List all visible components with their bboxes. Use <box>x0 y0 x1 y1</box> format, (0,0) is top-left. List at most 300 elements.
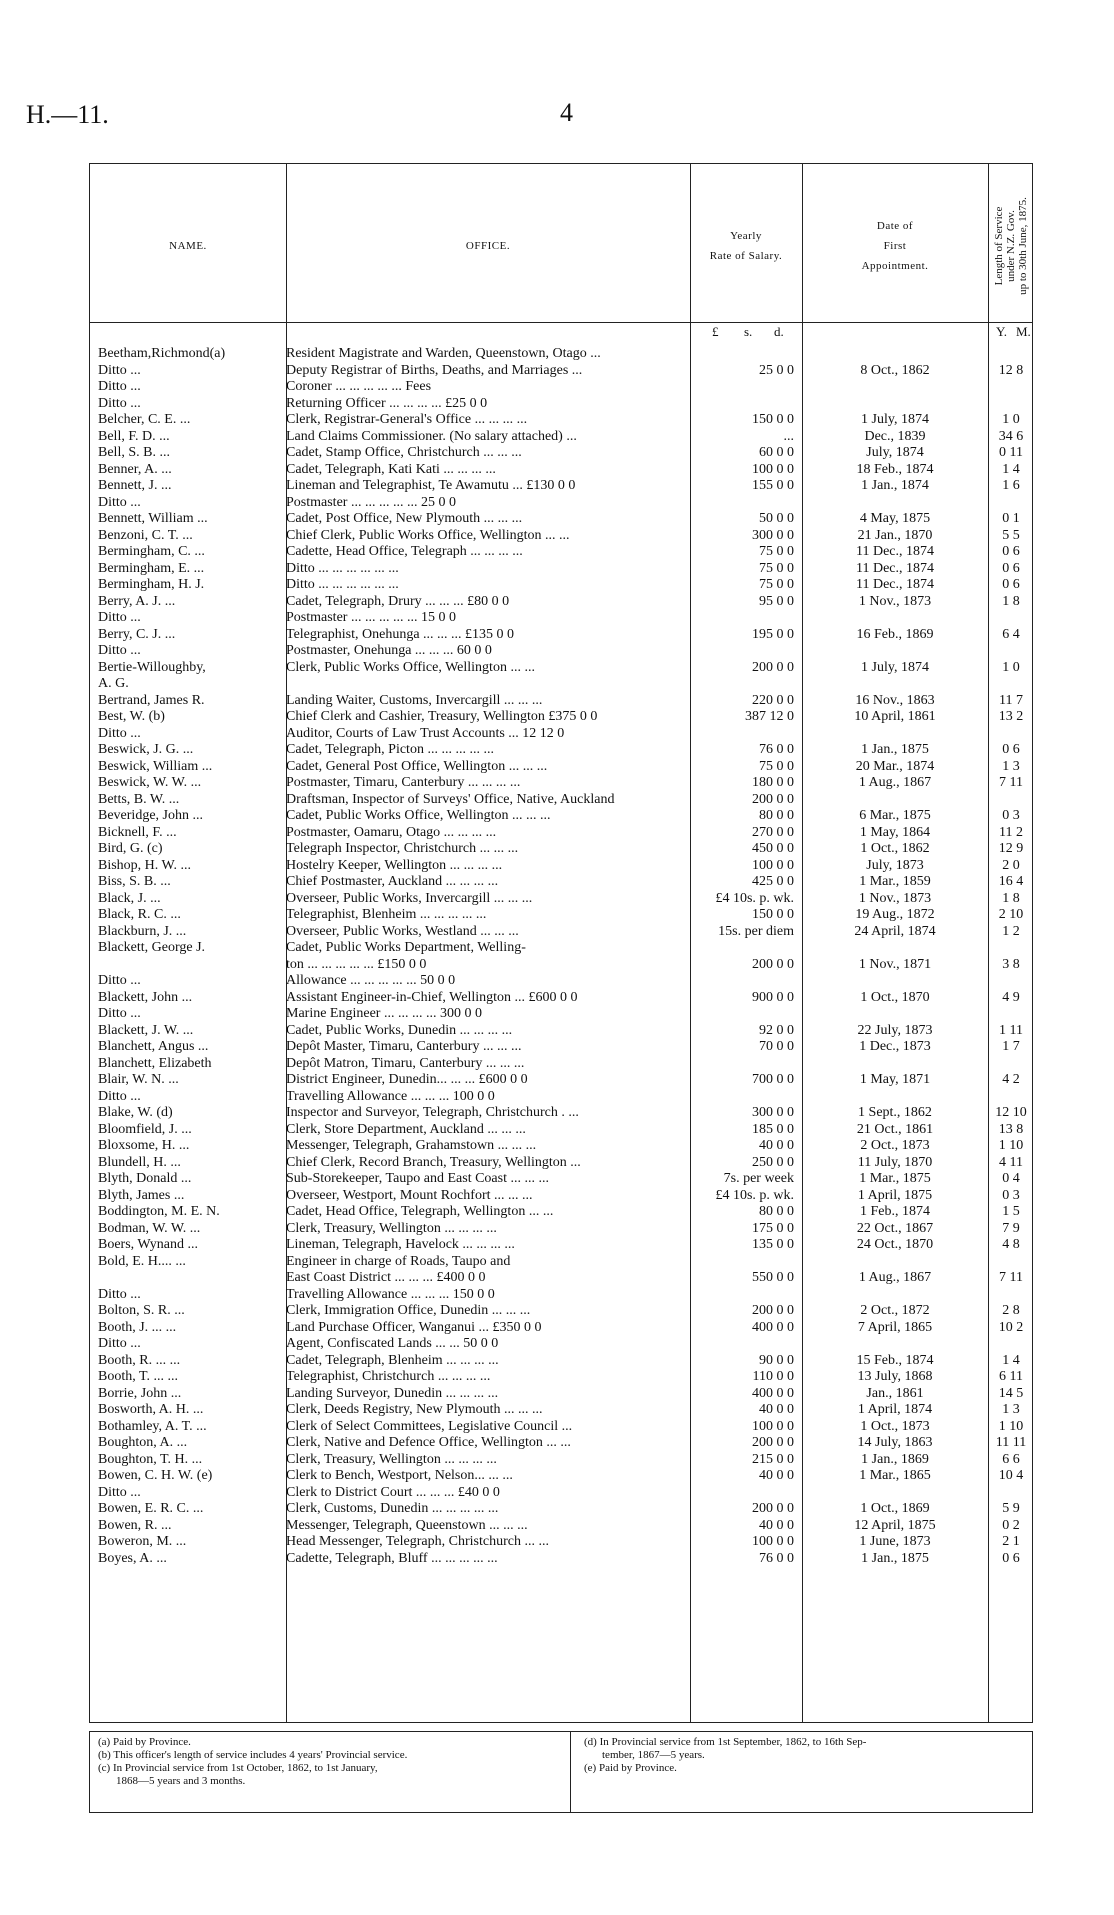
table-row <box>90 1551 1034 1568</box>
table-row <box>90 1369 1034 1386</box>
row-date: 14 July, 1863 <box>857 1435 933 1450</box>
table-row <box>90 1336 1034 1353</box>
table-row <box>90 1402 1034 1419</box>
table-row <box>90 379 1034 396</box>
table-row <box>90 1221 1034 1238</box>
row-length: 10 2 <box>998 1319 1024 1335</box>
row-office: Cadet, Telegraph, Blenheim ... ... ... ... <box>286 1352 499 1368</box>
staff-table <box>89 163 1033 1723</box>
row-office: Depôt Master, Timaru, Canterbury ... ... ... <box>286 1039 522 1054</box>
row-salary: 15s. per diem <box>718 923 794 939</box>
row-length: 7 11 <box>999 1270 1023 1285</box>
row-name: Ditto ... <box>98 494 141 510</box>
row-office: Travelling Allowance ... ... ... 100 0 0 <box>286 1088 495 1104</box>
row-name: A. G. <box>98 676 129 691</box>
table-row <box>90 924 1034 941</box>
row-date: 1 Feb., 1874 <box>860 1204 930 1219</box>
row-date: 10 April, 1861 <box>854 709 936 724</box>
row-length: 1 11 <box>999 1022 1023 1038</box>
row-salary: £4 10s. p. wk. <box>715 890 794 906</box>
table-row <box>90 1320 1034 1337</box>
row-salary: 175 0 0 <box>752 1220 794 1236</box>
table-row <box>90 1468 1034 1485</box>
row-office: Coroner ... ... ... ... ... Fees <box>286 379 432 394</box>
row-date: 18 Feb., 1874 <box>856 461 934 477</box>
table-row <box>90 1204 1034 1221</box>
row-length: 5 9 <box>1002 1501 1020 1516</box>
row-name: Bertrand, James R. <box>98 692 205 708</box>
row-name: Booth, R. ... ... <box>98 1352 181 1368</box>
table-row <box>90 363 1034 380</box>
table-row <box>90 445 1034 462</box>
row-date: Dec., 1839 <box>864 428 926 444</box>
row-name: Boers, Wynand ... <box>98 1237 198 1252</box>
unit-months: M. <box>1016 324 1031 339</box>
row-name: Bertie-Willoughby, <box>98 659 206 675</box>
row-office: Depôt Matron, Timaru, Canterbury ... ... ... <box>286 1055 525 1071</box>
row-date: 1 June, 1873 <box>859 1534 931 1549</box>
row-name: Blanchett, Elizabeth <box>98 1055 212 1071</box>
row-length: 1 8 <box>1002 593 1020 609</box>
row-length: 6 6 <box>1002 1451 1020 1467</box>
row-length: 34 6 <box>998 428 1024 444</box>
row-length: 10 4 <box>998 1468 1024 1483</box>
unit-pence: d. <box>774 324 784 339</box>
row-length: 0 6 <box>1002 577 1020 592</box>
row-office: Lineman, Telegraph, Havelock ... ... ... ... <box>286 1237 515 1252</box>
row-length: 2 8 <box>1002 1303 1020 1318</box>
row-length: 0 6 <box>1002 742 1020 757</box>
row-name: Bowen, C. H. W. (e) <box>98 1468 213 1483</box>
footnote-line: (a) Paid by Province. <box>98 1736 191 1748</box>
row-length: 2 1 <box>1002 1534 1020 1549</box>
row-date: 1 Mar., 1875 <box>859 1171 931 1186</box>
row-length: 0 4 <box>1002 1171 1020 1186</box>
footnote-line: (b) This officer's length of service includes 4 years' Provincial service. <box>98 1749 408 1761</box>
row-date: 4 May, 1875 <box>859 511 931 526</box>
row-name: Biss, S. B. ... <box>98 874 171 889</box>
row-office: Messenger, Telegraph, Queenstown ... ... ... <box>286 1517 528 1533</box>
row-name: Ditto ... <box>98 643 141 658</box>
table-row <box>90 1270 1034 1287</box>
row-name: Bell, S. B. ... <box>98 445 170 460</box>
row-office: Cadet, Telegraph, Kati Kati ... ... ... ... <box>286 461 496 477</box>
row-date: 1 Nov., 1873 <box>858 890 932 906</box>
row-length: 0 6 <box>1002 560 1020 576</box>
row-office: Assistant Engineer-in-Chief, Wellington ... £600 0 0 <box>286 989 578 1005</box>
row-office: Telegraph Inspector, Christchurch ... ... ... <box>286 841 519 856</box>
table-row <box>90 643 1034 660</box>
table-row <box>90 462 1034 479</box>
row-office: Head Messenger, Telegraph, Christchurch ... ... <box>286 1534 549 1549</box>
table-row <box>90 1303 1034 1320</box>
row-office: Overseer, Public Works, Invercargill ... ... ... <box>286 890 533 906</box>
table-row <box>90 1435 1034 1452</box>
row-name: Ditto ... <box>98 1484 141 1500</box>
row-length: 1 0 <box>1002 659 1020 675</box>
row-salary: 25 0 0 <box>759 362 794 378</box>
row-name: Ditto ... <box>98 379 141 394</box>
row-office: District Engineer, Dunedin... ... ... £600 0 0 <box>286 1072 528 1087</box>
row-date: 11 July, 1870 <box>857 1154 933 1170</box>
row-date: 1 July, 1874 <box>861 659 929 675</box>
row-salary: 40 0 0 <box>759 1468 794 1483</box>
row-office: Auditor, Courts of Law Trust Accounts ... 12 12 0 <box>286 725 565 741</box>
row-date: 1 Oct., 1869 <box>860 1501 930 1516</box>
table-row <box>90 511 1034 528</box>
row-salary: 200 0 0 <box>752 659 794 675</box>
row-salary: 200 0 0 <box>752 956 794 972</box>
row-date: 8 Oct., 1862 <box>860 362 930 378</box>
table-row <box>90 940 1034 957</box>
unit-shillings: s. <box>744 324 753 339</box>
row-office: Telegraphist, Blenheim ... ... ... ... ... <box>286 907 487 922</box>
row-name: Ditto ... <box>98 725 141 741</box>
row-office: Sub-Storekeeper, Taupo and East Coast ... ... ... <box>286 1171 549 1186</box>
row-name: Blundell, H. ... <box>98 1154 181 1170</box>
table-row <box>90 1105 1034 1122</box>
row-salary: 155 0 0 <box>752 478 794 493</box>
row-length: 2 10 <box>998 907 1024 922</box>
row-salary: 200 0 0 <box>752 1303 794 1318</box>
row-date: 21 Jan., 1870 <box>857 527 933 543</box>
row-salary: 300 0 0 <box>752 1105 794 1120</box>
row-length: 2 0 <box>1002 857 1020 873</box>
row-salary: 270 0 0 <box>752 824 794 840</box>
row-office: Clerk, Public Works Office, Wellington ... ... <box>286 659 535 675</box>
table-row <box>90 346 1034 363</box>
row-name: Bowen, R. ... <box>98 1517 172 1533</box>
table-row <box>90 1452 1034 1469</box>
row-name: Boweron, M. ... <box>98 1534 187 1549</box>
row-office: Clerk, Deeds Registry, New Plymouth ... ... ... <box>286 1402 543 1417</box>
row-salary: 200 0 0 <box>752 1435 794 1450</box>
row-office: Clerk, Native and Defence Office, Wellington ... ... <box>286 1435 571 1450</box>
table-row <box>90 726 1034 743</box>
table-row <box>90 1485 1034 1502</box>
row-name: Boughton, T. H. ... <box>98 1451 203 1467</box>
row-salary: 75 0 0 <box>759 544 794 559</box>
table-body <box>90 346 1034 1567</box>
row-name: Best, W. (b) <box>98 709 165 724</box>
row-salary: 220 0 0 <box>752 692 794 708</box>
table-row <box>90 495 1034 512</box>
row-length: 1 6 <box>1002 478 1020 493</box>
row-office: Land Purchase Officer, Wanganui ... £350 0 0 <box>286 1319 542 1335</box>
row-length: 5 5 <box>1002 527 1020 543</box>
row-date: 1 Nov., 1871 <box>858 956 932 972</box>
table-row <box>90 907 1034 924</box>
row-salary: 110 0 0 <box>752 1369 794 1384</box>
row-date: 6 Mar., 1875 <box>859 808 931 823</box>
row-name: Berry, C. J. ... <box>98 626 176 642</box>
table-row <box>90 1501 1034 1518</box>
row-salary: 450 0 0 <box>752 841 794 856</box>
table-row <box>90 412 1034 429</box>
row-length: 14 5 <box>998 1385 1024 1401</box>
table-row <box>90 1534 1034 1551</box>
table-row <box>90 676 1034 693</box>
row-length: 13 8 <box>998 1121 1024 1137</box>
row-name: Black, J. ... <box>98 890 161 906</box>
footnote-line: tember, 1867—5 years. <box>602 1749 705 1761</box>
row-salary: 40 0 0 <box>759 1138 794 1153</box>
footnote-line: (e) Paid by Province. <box>584 1762 677 1774</box>
row-office: Ditto ... ... ... ... ... ... <box>286 560 399 576</box>
row-salary: 150 0 0 <box>752 907 794 922</box>
table-row <box>90 742 1034 759</box>
row-salary: 200 0 0 <box>752 791 794 807</box>
row-name: Beswick, William ... <box>98 758 213 774</box>
table-row <box>90 1039 1034 1056</box>
row-date: 1 Mar., 1865 <box>859 1468 931 1483</box>
row-date: 1 Jan., 1869 <box>861 1451 929 1467</box>
row-date: 24 Oct., 1870 <box>856 1237 934 1252</box>
row-office: Returning Officer ... ... ... ... £25 0 0 <box>286 395 488 411</box>
row-name: Bloxsome, H. ... <box>98 1138 190 1153</box>
row-office: Overseer, Public Works, Westland ... ... ... <box>286 923 519 939</box>
row-name: Bowen, E. R. C. ... <box>98 1501 204 1516</box>
row-office: Postmaster ... ... ... ... ... 15 0 0 <box>286 610 456 625</box>
row-name: Ditto ... <box>98 362 141 378</box>
row-name: Bird, G. (c) <box>98 841 163 856</box>
row-name: Bennett, William ... <box>98 511 208 526</box>
row-name: Blyth, Donald ... <box>98 1171 192 1186</box>
row-salary: 250 0 0 <box>752 1154 794 1170</box>
table-row <box>90 1023 1034 1040</box>
row-salary: 76 0 0 <box>759 1550 794 1566</box>
row-office: Clerk, Treasury, Wellington ... ... ... ... <box>286 1220 497 1236</box>
row-name: Ditto ... <box>98 1336 141 1351</box>
row-date: 21 Oct., 1861 <box>856 1121 934 1137</box>
row-date: 1 April, 1874 <box>857 1402 933 1417</box>
row-length: 4 2 <box>1002 1072 1020 1087</box>
row-salary: 76 0 0 <box>759 742 794 757</box>
row-date: 19 Aug., 1872 <box>855 907 935 922</box>
row-salary: 400 0 0 <box>752 1319 794 1335</box>
row-name: Boyes, A. ... <box>98 1550 167 1566</box>
row-salary: 135 0 0 <box>752 1237 794 1252</box>
row-length: 0 3 <box>1002 808 1020 823</box>
row-length: 0 1 <box>1002 511 1020 526</box>
table-row <box>90 1122 1034 1139</box>
row-length: 12 10 <box>995 1105 1027 1120</box>
row-date: Jan., 1861 <box>866 1385 924 1401</box>
row-length: 11 11 <box>995 1435 1027 1450</box>
row-name: Ditto ... <box>98 1088 141 1104</box>
row-length: 6 4 <box>1002 626 1020 642</box>
row-salary: 100 0 0 <box>752 1534 794 1549</box>
row-office: Hostelry Keeper, Wellington ... ... ... ... <box>286 857 503 873</box>
footnotes <box>89 1731 1033 1813</box>
row-salary: 185 0 0 <box>752 1121 794 1137</box>
row-date: 15 Feb., 1874 <box>856 1352 934 1368</box>
footnote-line: 1868—5 years and 3 months. <box>116 1775 246 1787</box>
row-length: 0 6 <box>1002 1550 1020 1566</box>
row-office: Landing Waiter, Customs, Invercargill ... ... ... <box>286 692 543 708</box>
table-row <box>90 792 1034 809</box>
header-length: Length of Service under N.Z. Gov. up to 30th June, 1875. <box>993 197 1029 295</box>
footnote-line: (c) In Provincial service from 1st October, 1862, to 1st January, <box>98 1762 378 1774</box>
row-name: Boddington, M. E. N. <box>98 1204 220 1219</box>
row-name: Blackett, J. W. ... <box>98 1022 194 1038</box>
row-office: Postmaster ... ... ... ... ... 25 0 0 <box>286 494 456 510</box>
row-office: Clerk, Immigration Office, Dunedin ... ... ... <box>286 1303 531 1318</box>
row-office: Postmaster, Oamaru, Otago ... ... ... ... <box>286 824 497 840</box>
row-office: Travelling Allowance ... ... ... 150 0 0 <box>286 1286 495 1302</box>
row-salary: £4 10s. p. wk. <box>715 1187 794 1203</box>
row-date: 11 Dec., 1874 <box>855 577 935 592</box>
table-row <box>90 1056 1034 1073</box>
row-length: 13 2 <box>998 709 1024 724</box>
row-salary: 387 12 0 <box>745 709 794 724</box>
row-office: Cadet, Telegraph, Picton ... ... ... ... ... <box>286 742 494 757</box>
row-date: 1 July, 1874 <box>861 412 929 427</box>
row-length: 11 7 <box>999 692 1023 708</box>
row-salary: 50 0 0 <box>759 511 794 526</box>
row-office: Cadet, Stamp Office, Christchurch ... ... ... <box>286 445 522 460</box>
row-name: Benner, A. ... <box>98 461 172 477</box>
row-date: 7 April, 1865 <box>857 1319 933 1335</box>
row-length: 0 6 <box>1002 544 1020 559</box>
table-row <box>90 1386 1034 1403</box>
row-length: 3 8 <box>1002 956 1020 972</box>
table-row <box>90 1254 1034 1271</box>
unit-pounds: £ <box>712 324 719 339</box>
table-row <box>90 1518 1034 1535</box>
row-name: Bishop, H. W. ... <box>98 857 191 873</box>
row-office: Cadet, Head Office, Telegraph, Wellington ... ... <box>286 1204 554 1219</box>
row-length: 7 11 <box>999 775 1023 790</box>
row-date: July, 1874 <box>866 445 924 460</box>
row-office: Messenger, Telegraph, Grahamstown ... ... ... <box>286 1138 537 1153</box>
row-office: Cadette, Head Office, Telegraph ... ... ... ... <box>286 544 523 559</box>
row-salary: 100 0 0 <box>752 1418 794 1434</box>
row-salary: 75 0 0 <box>759 577 794 592</box>
table-row <box>90 429 1034 446</box>
row-office: Telegraphist, Christchurch ... ... ... ... <box>286 1369 491 1384</box>
table-row <box>90 1155 1034 1172</box>
row-name: Borrie, John ... <box>98 1385 182 1401</box>
row-name: Bosworth, A. H. ... <box>98 1402 204 1417</box>
row-salary: 195 0 0 <box>752 626 794 642</box>
row-office: ton ... ... ... ... ... £150 0 0 <box>286 956 427 972</box>
footnote-divider <box>570 1732 571 1812</box>
row-office: Inspector and Surveyor, Telegraph, Christchurch . ... <box>286 1105 579 1120</box>
row-office: Resident Magistrate and Warden, Queenstown, Otago ... <box>286 346 601 361</box>
header-date: Date of First Appointment. <box>861 220 929 272</box>
table-row <box>90 1138 1034 1155</box>
row-date: 1 Jan., 1875 <box>861 1550 929 1566</box>
row-length: 0 11 <box>999 445 1023 460</box>
row-salary: 95 0 0 <box>759 593 794 609</box>
row-name: Beveridge, John ... <box>98 808 203 823</box>
row-length: 1 10 <box>998 1138 1024 1153</box>
document-reference: H.—11. <box>26 100 109 129</box>
row-office: Agent, Confiscated Lands ... ... 50 0 0 <box>286 1336 499 1351</box>
row-office: Cadet, Telegraph, Drury ... ... ... £80 0 0 <box>286 593 510 609</box>
row-length: 1 7 <box>1002 1039 1020 1054</box>
row-salary: 92 0 0 <box>759 1022 794 1038</box>
row-salary: 40 0 0 <box>759 1402 794 1417</box>
row-office: Postmaster, Onehunga ... ... ... 60 0 0 <box>286 643 492 658</box>
row-name: Ditto ... <box>98 973 141 988</box>
row-salary: 900 0 0 <box>752 989 794 1005</box>
row-name: Benzoni, C. T. ... <box>98 527 193 543</box>
row-date: 20 Mar., 1874 <box>855 758 935 774</box>
row-salary: 180 0 0 <box>752 775 794 790</box>
row-office: Draftsman, Inspector of Surveys' Office, Native, Auckland <box>286 791 615 807</box>
row-name: Blackett, John ... <box>98 989 193 1005</box>
row-office: Postmaster, Timaru, Canterbury ... ... ... ... <box>286 775 521 790</box>
row-name: Bermingham, C. ... <box>98 544 205 559</box>
row-date: 24 April, 1874 <box>854 923 936 939</box>
row-office: Chief Clerk and Cashier, Treasury, Wellington £375 0 0 <box>286 709 598 724</box>
row-length: 1 8 <box>1002 890 1020 906</box>
table-row <box>90 561 1034 578</box>
row-office: Cadet, General Post Office, Wellington ... ... ... <box>286 758 548 774</box>
page-number: 4 <box>560 98 573 127</box>
unit-years: Y. <box>996 324 1007 339</box>
row-salary: 60 0 0 <box>759 445 794 460</box>
row-date: 1 April, 1875 <box>857 1187 933 1203</box>
row-name: Ditto ... <box>98 610 141 625</box>
row-office: Marine Engineer ... ... ... ... 300 0 0 <box>286 1006 482 1021</box>
row-office: Overseer, Westport, Mount Rochfort ... ... ... <box>286 1187 533 1203</box>
row-date: 1 Aug., 1867 <box>858 1270 932 1285</box>
row-length: 1 10 <box>998 1418 1024 1434</box>
row-date: 1 Dec., 1873 <box>859 1039 931 1054</box>
row-office: Deputy Registrar of Births, Deaths, and Marriages ... <box>286 362 583 378</box>
row-office: Clerk, Customs, Dunedin ... ... ... ... ... <box>286 1501 499 1516</box>
table-row <box>90 775 1034 792</box>
row-length: 6 11 <box>999 1369 1023 1384</box>
row-date: 16 Nov., 1863 <box>855 692 935 708</box>
row-length: 12 9 <box>998 841 1024 856</box>
row-salary: 425 0 0 <box>752 874 794 889</box>
row-office: Chief Clerk, Record Branch, Treasury, Wellington ... <box>286 1154 581 1170</box>
row-date: 1 Aug., 1867 <box>858 775 932 790</box>
row-salary: 40 0 0 <box>759 1517 794 1533</box>
row-name: Belcher, C. E. ... <box>98 412 191 427</box>
row-name: Bermingham, E. ... <box>98 560 205 576</box>
row-length: 11 2 <box>999 824 1023 840</box>
row-name: Booth, J. ... ... <box>98 1319 177 1335</box>
row-salary: 100 0 0 <box>752 857 794 873</box>
row-length: 1 3 <box>1002 1402 1020 1417</box>
row-salary: 70 0 0 <box>759 1039 794 1054</box>
row-name: Bolton, S. R. ... <box>98 1303 185 1318</box>
row-name: Beswick, W. W. ... <box>98 775 202 790</box>
row-date: 11 Dec., 1874 <box>855 544 935 559</box>
row-office: Chief Postmaster, Auckland ... ... ... ... <box>286 874 499 889</box>
row-salary: 7s. per week <box>723 1171 794 1186</box>
table-row <box>90 577 1034 594</box>
table-row <box>90 544 1034 561</box>
table-row <box>90 478 1034 495</box>
row-office: Engineer in charge of Roads, Taupo and <box>286 1253 511 1269</box>
row-date: July, 1873 <box>866 857 924 873</box>
row-length: 0 3 <box>1002 1187 1020 1203</box>
row-name: Ditto ... <box>98 1286 141 1302</box>
row-date: 1 Sept., 1862 <box>858 1105 932 1120</box>
row-office: Clerk of Select Committees, Legislative Council ... <box>286 1418 573 1434</box>
row-office: Chief Clerk, Public Works Office, Wellington ... ... <box>286 527 570 543</box>
row-salary: 75 0 0 <box>759 560 794 576</box>
row-salary: 200 0 0 <box>752 1501 794 1516</box>
row-office: Telegraphist, Onehunga ... ... ... £135 0 0 <box>286 626 515 642</box>
table-row <box>90 841 1034 858</box>
